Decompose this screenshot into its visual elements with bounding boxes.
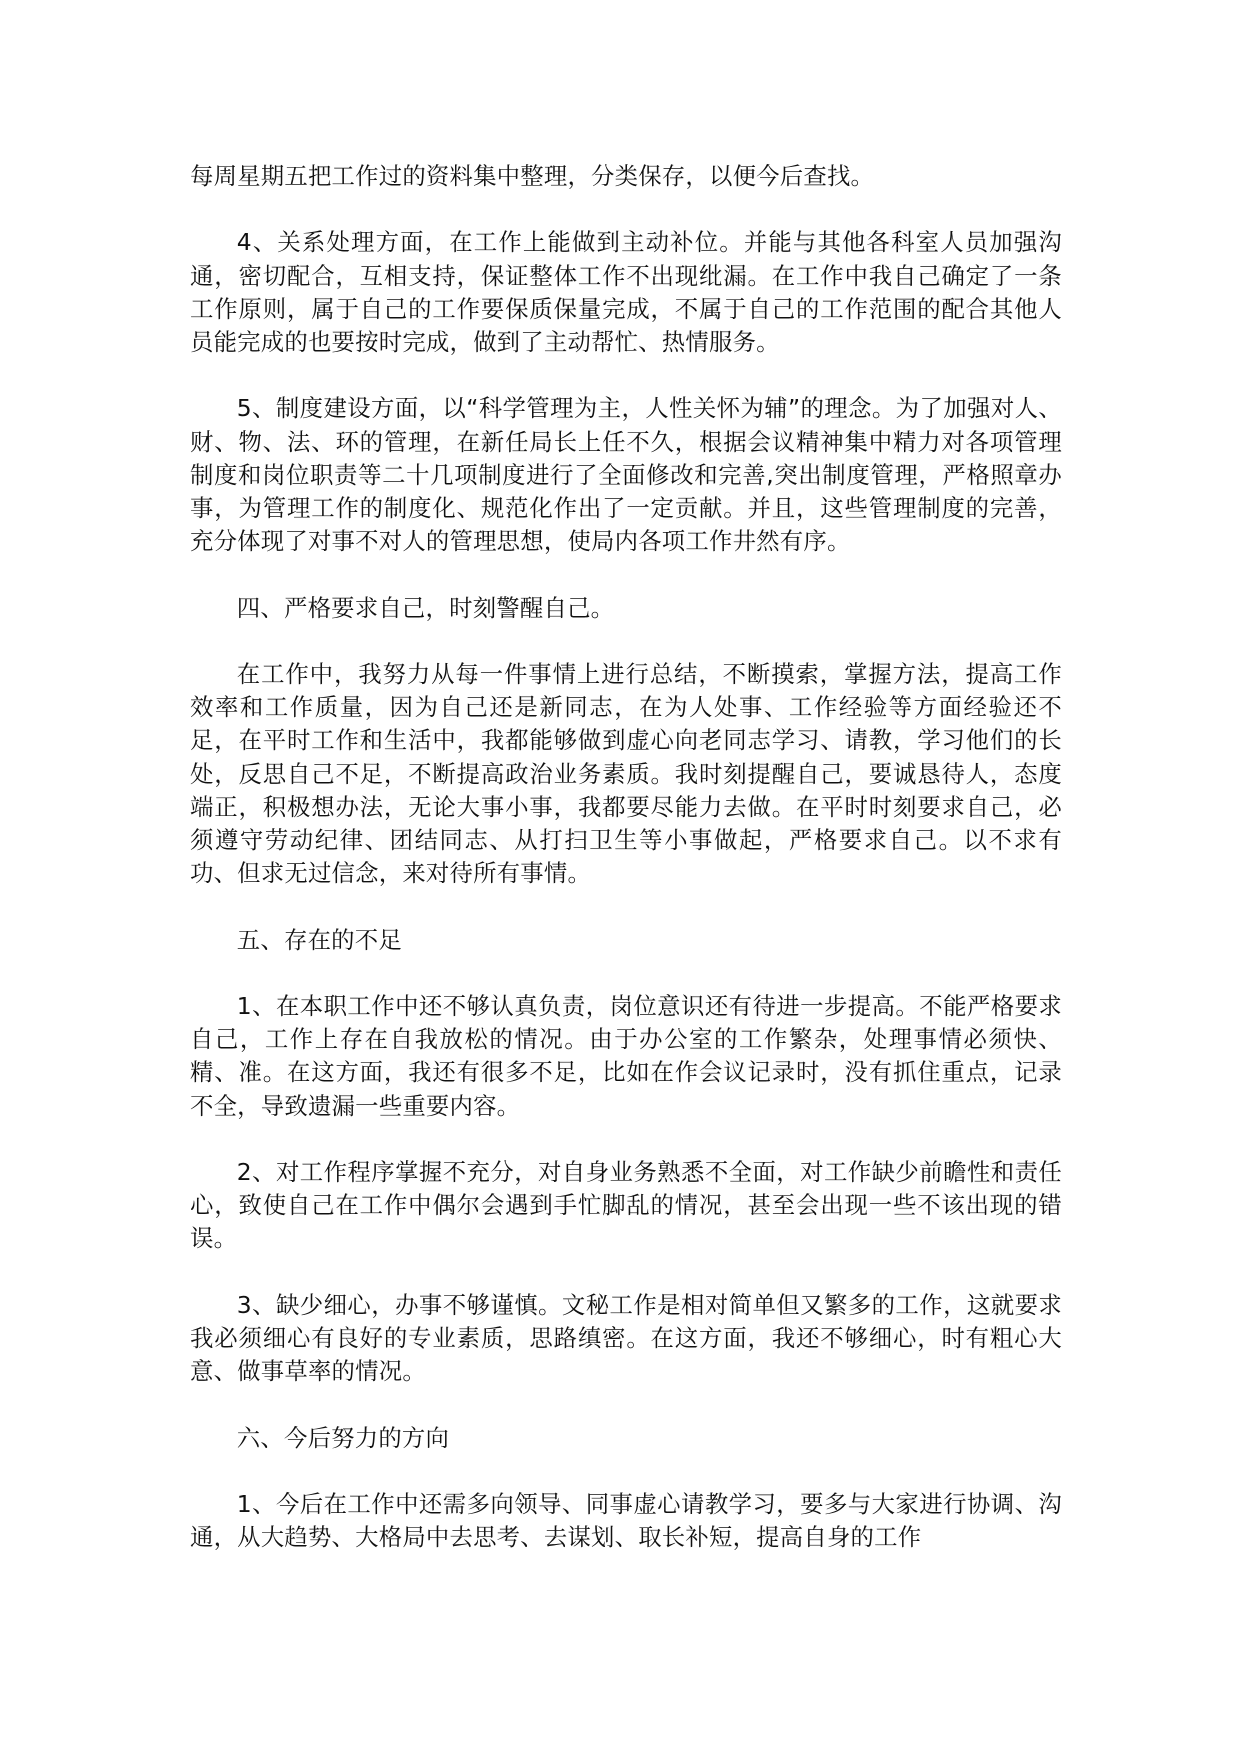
paragraph-shortcoming-2: 2、对工作程序掌握不充分，对自身业务熟悉不全面，对工作缺少前瞻性和责任心，致使自己在工作中偶尔会遇到手忙脚乱的情况，甚至会出现一些不该出现的错误。 xyxy=(190,1157,1062,1253)
paragraph-shortcoming-3: 3、缺少细心，办事不够谨慎。文秘工作是相对简单但又繁多的工作，这就要求我必须细心有良好的专业素质，思路缜密。在这方面，我还不够细心，时有粗心大意、做事草率的情况。 xyxy=(190,1290,1062,1386)
paragraph-system-building: 5、制度建设方面，以“科学管理为主，人性关怀为辅”的理念。为了加强对人、财、物、法、环的管理，在新任局长上任不久，根据会议精神集中精力对各项管理制度和岗位职责等二十几项制度进行了全面修改和完善,突出制度管理，严格照章办事，为管理工作的制度化、规范化作出了一定贡献。并且，这些管理制度的完善，充分体现了对事不对人的管理思想，使局内各项工作井然有序。 xyxy=(190,394,1062,556)
section-heading-4: 四、严格要求自己，时刻警醒自己。 xyxy=(236,593,615,622)
document-body xyxy=(190,160,1062,1588)
paragraph-shortcoming-1: 1、在本职工作中还不够认真负责，岗位意识还有待进一步提高。不能严格要求自己，工作上存在自我放松的情况。由于办公室的工作繁杂，处理事情必须快、精、准。在这方面，我还有很多不足，比如在作会议记录时，没有抓住重点，记录不全，导致遗漏一些重要内容。 xyxy=(190,991,1062,1120)
paragraph-self-discipline: 在工作中，我努力从每一件事情上进行总结，不断摸索，掌握方法，提高工作效率和工作质量，因为自己还是新同志，在为人处事、工作经验等方面经验还不足，在平时工作和生活中，我都能够做到虚心向老同志学习、请教，学习他们的长处，反思自己不足，不断提高政治业务素质。我时刻提醒自己，要诚恳待人，态度端正，积极想办法，无论大事小事，我都要尽能力去做。在平时时刻要求自己，必须遵守劳动纪律、团结同志、从打扫卫生等小事做起，严格要求自己。以不求有功、但求无过信念，来对待所有事情。 xyxy=(190,659,1062,888)
paragraph-relationship-handling: 4、关系处理方面，在工作上能做到主动补位。并能与其他各科室人员加强沟通，密切配合，互相支持，保证整体工作不出现纰漏。在工作中我自己确定了一条工作原则，属于自己的工作要保质保量完成，不属于自己的工作范围的配合其他人员能完成的也要按时完成，做到了主动帮忙、热情服务。 xyxy=(190,228,1062,356)
paragraph-future-direction-1: 1、今后在工作中还需多向领导、同事虚心请教学习，要多与大家进行协调、沟通，从大趋势、大格局中去思考、去谋划、取长补短，提高自身的工作 xyxy=(190,1489,1062,1552)
section-heading-6: 六、今后努力的方向 xyxy=(236,1423,450,1452)
paragraph-continuation: 每周星期五把工作过的资料集中整理，分类保存，以便今后查找。 xyxy=(190,162,875,190)
section-heading-5: 五、存在的不足 xyxy=(236,925,402,954)
